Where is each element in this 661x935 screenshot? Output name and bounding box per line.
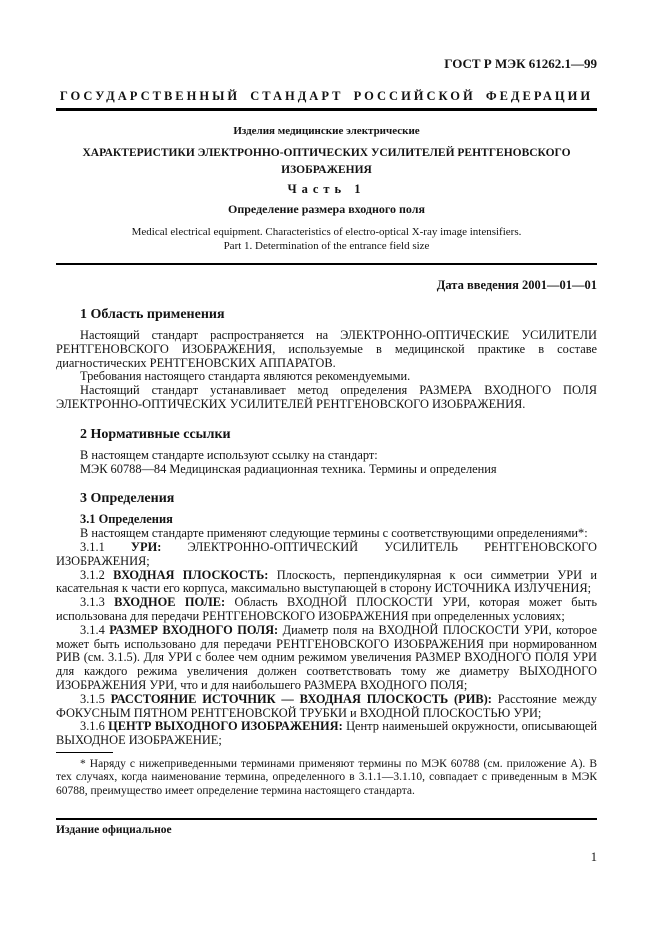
text-run: 3.1.4 [80,622,110,637]
defined-term: ВХОДНАЯ ПЛОСКОСТЬ: [113,567,269,582]
footnote-block [56,752,597,799]
text-run: ЭЛЕКТРОННО-ОПТИЧЕСКИЙ УСИЛИТЕЛЬ РЕНТГЕНОВСКОГО ИЗОБРАЖЕНИЯ; [56,539,597,568]
defined-term: РАССТОЯНИЕ ИСТОЧНИК — ВХОДНАЯ ПЛОСКОСТЬ (РИВ): [110,691,492,706]
page-footer [56,818,597,864]
text-run: Диаметр поля на ВХОДНОЙ ПЛОСКОСТИ УРИ, которое может быть использовано для передачи РЕНТГЕНОВСКОГО ИЗОБРАЖЕНИЯ при нормированном РИВ (см. 3.1.5). Для УРИ с более чем одним режимом увеличения РАЗМЕР ВХОДНОГО ПОЛЯ УРИ для каждого режима увеличения должен соответствовать тому же диаметру ВЫХОДНОГО ИЗОБРАЖЕНИЯ УРИ, что и для наибольшего РАЗМЕРА ВХОДНОГО ПОЛЯ; [56,622,597,692]
title-english-line2: Part 1. Determination of the entrance field size [223,239,430,252]
footnote-text [56,758,597,799]
defined-term: ВХОДНОЕ ПОЛЕ: [114,595,226,610]
paragraph [56,370,597,384]
text-run: 3.1.2 [80,567,114,582]
paragraph [56,720,597,748]
text-run: Требования настоящего стандарта являются рекомендуемыми. [80,369,411,384]
defined-term: РАЗМЕР ВХОДНОГО ПОЛЯ: [109,622,279,637]
paragraph [56,384,597,412]
title-subject: Изделия медицинские электрические [233,125,420,137]
defined-term: УРИ: [130,539,162,554]
paragraph [56,693,597,721]
text-run: Центр наименьшей окружности, описывающей ВЫХОДНОЕ ИЗОБРАЖЕНИЕ; [56,719,597,748]
text-run: Настоящий стандарт распространяется на ЭЛЕКТРОННО-ОПТИЧЕСКИЕ УСИЛИТЕЛИ РЕНТГЕНОВСКОГО ИЗОБРАЖЕНИЯ, используемые в медицинской практике в составе диагностических РЕНТГЕНОВСКИХ АППАРАТОВ. [56,328,597,370]
text-run: Область ВХОДНОЙ ПЛОСКОСТИ УРИ, которая может быть использована для передачи РЕНТГЕНОВСКОГО ИЗОБРАЖЕНИЯ при определенных условиях; [56,595,597,623]
header-rule [56,108,597,111]
section-heading: 1 Область применения [80,307,225,322]
defined-term: ЦЕНТР ВЫХОДНОГО ИЗОБРАЖЕНИЯ: [108,719,343,734]
footer-rule [56,818,597,820]
federation-standard-header: ГОСУДАРСТВЕННЫЙ СТАНДАРТ РОССИЙСКОЙ ФЕДЕРАЦИИ [59,89,594,103]
text-run: Расстояние между ФОКУСНЫМ ПЯТНОМ РЕНТГЕНОВСКОЙ ТРУБКИ и ВХОДНОЙ ПЛОСКОСТЬЮ УРИ; [56,691,597,720]
paragraph [56,463,597,477]
text-run: 3.1.5 [80,691,111,706]
title-main: ХАРАКТЕРИСТИКИ ЭЛЕКТРОННО-ОПТИЧЕСКИХ УСИЛИТЕЛЕЙ РЕНТГЕНОВСКОГО ИЗОБРАЖЕНИЯ [82,147,571,176]
section-heading: 2 Нормативные ссылки [80,426,231,442]
text-run: В настоящем стандарте используют ссылку на стандарт: [80,447,378,462]
paragraph [56,527,597,541]
document-body [56,307,597,748]
text-run: В настоящем стандарте применяют следующие термины с соответствующими определениями*: [80,526,588,541]
title-english [56,226,597,253]
text-run: Плоскость, перпендикулярная к оси симметрии УРИ и касательная к части его корпуса, максимально выступающей в сторону ИСТОЧНИКА ИЗЛУЧЕНИЯ; [56,567,597,596]
title-english-line1: Medical electrical equipment. Characteristics of electro-optical X-ray image intensifiers. [131,226,522,238]
paragraph [56,449,597,463]
paragraph [56,596,597,624]
title-rule [56,263,597,265]
text-run: Настоящий стандарт устанавливает метод определения РАЗМЕРА ВХОДНОГО ПОЛЯ ЭЛЕКТРОННО-ОПТИЧЕСКИХ УСИЛИТЕЛЕЙ РЕНТГЕНОВСКОГО ИЗОБРАЖЕНИЯ. [56,383,597,411]
paragraph [56,329,597,370]
page-number: 1 [590,850,597,864]
paragraph [56,541,597,569]
defined-term: 3.1 Определения [80,512,173,527]
doc-number: ГОСТ Р МЭК 61262.1—99 [444,56,597,71]
text-run: МЭК 60788—84 Медицинская радиационная техника. Термины и определения [80,461,497,476]
title-part: Часть 1 [287,182,366,196]
text-run: * Наряду с нижеприведенными терминами применяют термины по МЭК 60788 (см. приложение А). В тех случаях, когда наименование термина, определенного в 3.1.1—3.1.10, совпадает с приведенным в МЭК 60788, преимущество имеет определение термина настоящего стандарта. [56,757,597,797]
paragraph [56,513,597,527]
paragraph [56,624,597,693]
text-run: 3.1.6 [80,719,109,734]
footnote-separator [56,752,113,753]
effective-date: Дата введения 2001—01—01 [436,278,597,292]
paragraph [56,569,597,597]
text-run: 3.1.1 [80,539,131,554]
section-heading: 3 Определения [80,491,175,507]
title-subtitle: Определение размера входного поля [228,202,425,216]
edition-label: Издание официальное [56,824,172,836]
text-run: 3.1.3 [80,595,115,610]
